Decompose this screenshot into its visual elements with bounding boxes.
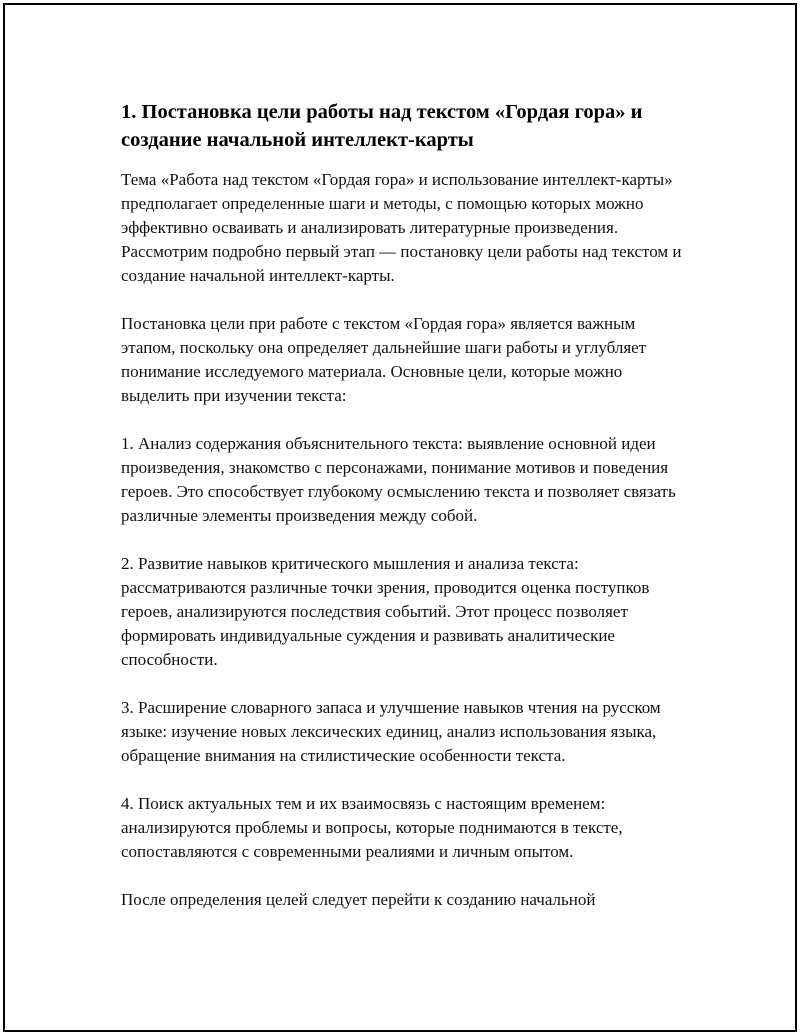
paragraph-next-step: После определения целей следует перейти к созданию начальной [121, 890, 596, 909]
paragraph-goal-4: 4. Поиск актуальных тем и их взаимосвязь с настоящим временем: анализируются проблемы и вопросы, которые поднимаются в тексте, сопоставляются с современными реалиями и личным опытом. [121, 794, 623, 861]
section-heading: 1. Постановка цели работы над текстом «Гордая гора» и создание начальной интеллект-карты [121, 101, 643, 151]
paragraph-intro: Тема «Работа над текстом «Гордая гора» и использование интеллект-карты» предполагает определенные шаги и методы, с помощью которых можно эффективно осваивать и анализировать литературные произведения. Рассмотрим подробно первый этап — постановку цели работы над текстом и создание начальной интеллект-карты. [121, 170, 682, 285]
document-body [121, 98, 693, 912]
page-frame [3, 3, 797, 1032]
paragraph-goal-2: 2. Развитие навыков критического мышления и анализа текста: рассматриваются различные точки зрения, проводится оценка поступков героев, анализируются последствия событий. Этот процесс позволяет формировать индивидуальные суждения и развивать аналитические способности. [121, 554, 650, 669]
paragraph-goals-intro: Постановка цели при работе с текстом «Гордая гора» является важным этапом, поскольку она определяет дальнейшие шаги работы и углубляет понимание исследуемого материала. Основные цели, которые можно выделить при изучении текста: [121, 314, 647, 405]
paragraph-goal-3: 3. Расширение словарного запаса и улучшение навыков чтения на русском языке: изучение новых лексических единиц, анализ использования языка, обращение внимания на стилистические особенности текста. [121, 698, 661, 765]
paragraph-goal-1: 1. Анализ содержания объяснительного текста: выявление основной идеи произведения, знакомство с персонажами, понимание мотивов и поведения героев. Это способствует глубокому осмыслению текста и позволяет связать различные элементы произведения между собой. [121, 434, 676, 525]
